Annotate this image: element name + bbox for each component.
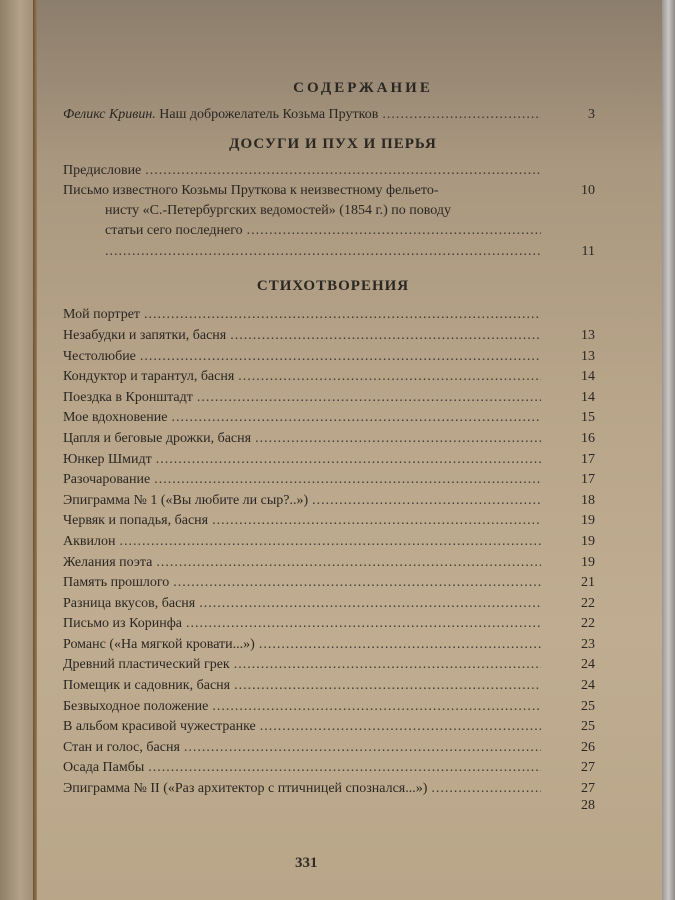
- toc-entry: 28: [581, 797, 595, 813]
- toc-entry: Незабудки и запятки, басня ..... 13: [63, 326, 603, 347]
- toc-title: СОДЕРЖАНИЕ: [293, 80, 433, 96]
- toc-entry: Кондуктор и тарантул, басня ..... 14: [63, 367, 603, 388]
- table-of-contents: [63, 80, 603, 816]
- toc-entry: Цапля и беговые дрожки, басня ..... 16: [63, 429, 603, 450]
- toc-entry: Романс («На мягкой кровати...») ..... 23: [63, 635, 603, 656]
- page-number: 331: [295, 855, 318, 871]
- entry-page: 3: [588, 107, 595, 122]
- entry-title: Наш доброжелатель Козьма Прутков: [159, 107, 379, 122]
- toc-entry: Разочарование ..... 17: [63, 470, 603, 491]
- toc-entry-intro: [63, 105, 603, 126]
- section-heading-dosugi: ДОСУГИ И ПУХ И ПЕРЬЯ: [229, 135, 437, 152]
- toc-entry: Поездка в Кронштадт ..... 14: [63, 388, 603, 409]
- toc-entry: Червяк и попадья, басня ..... 19: [63, 511, 603, 532]
- toc-entry: Стан и голос, басня ..... 26: [63, 738, 603, 759]
- toc-entry: Эпиграмма № 1 («Вы любите ли сыр?..») ..... 18: [63, 491, 603, 512]
- background-edge: [662, 0, 675, 900]
- toc-entry: Безвыходное положение ..... 25: [63, 697, 603, 718]
- toc-entry: Предисловие .....: [63, 161, 603, 182]
- toc-entry: Письмо из Коринфа ..... 22: [63, 614, 603, 635]
- leader-dots: [247, 221, 541, 242]
- section-heading-poems: СТИХОТВОРЕНИЯ: [256, 278, 410, 295]
- leader-dots: [382, 105, 541, 126]
- toc-entry-multiline: Письмо известного Козьмы Пруткова к неизвестному фельето- 10 нисту «С.-Петербургских ведомостей» (1854 г.) по поводу статьи сего последнего ..... ..... 11: [63, 181, 603, 262]
- toc-entry: Юнкер Шмидт ..... 17: [63, 450, 603, 471]
- toc-entry: Мое вдохновение ..... 15: [63, 408, 603, 429]
- toc-entry: Мой портрет .....: [63, 305, 603, 326]
- toc-entry: В альбом красивой чужестранке ..... 25: [63, 717, 603, 738]
- toc-entry: Память прошлого ..... 21: [63, 573, 603, 594]
- entry-author: Феликс Кривин.: [63, 107, 156, 122]
- toc-entry: Древний пластический грек ..... 24: [63, 655, 603, 676]
- poems-list: [63, 305, 603, 816]
- toc-entry: Эпиграмма № II («Раз архитектор с птичницей спознался...») ..... 27: [63, 779, 603, 800]
- leader-dots: [145, 161, 541, 182]
- previous-page-edge: [0, 0, 34, 900]
- toc-entry: Честолюбие ..... 13: [63, 347, 603, 368]
- leader-dots: [105, 242, 541, 263]
- toc-entry: Разница вкусов, басня ..... 22: [63, 594, 603, 615]
- toc-entry: Осада Памбы ..... 27: [63, 758, 603, 779]
- toc-entry: Помещик и садовник, басня ..... 24: [63, 676, 603, 697]
- toc-entry: Желания поэта ..... 19: [63, 553, 603, 574]
- toc-entry: Аквилон ..... 19: [63, 532, 603, 553]
